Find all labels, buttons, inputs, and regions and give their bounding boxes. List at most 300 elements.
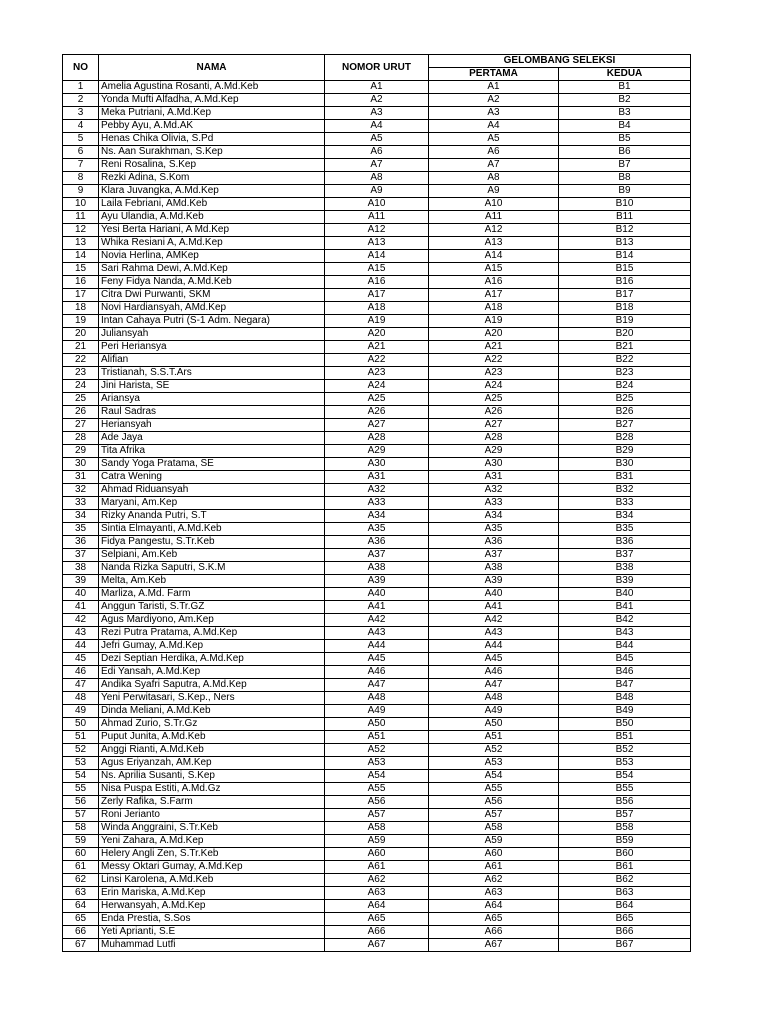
- cell-kedua: B24: [559, 380, 691, 393]
- cell-pertama: A34: [429, 510, 559, 523]
- cell-no: 41: [63, 601, 99, 614]
- cell-nama: Erin Mariska, A.Md.Kep: [99, 887, 325, 900]
- cell-pertama: A9: [429, 185, 559, 198]
- cell-kedua: B26: [559, 406, 691, 419]
- cell-no: 43: [63, 627, 99, 640]
- table-row: [63, 536, 691, 549]
- cell-kedua: B40: [559, 588, 691, 601]
- cell-nomor-urut: A6: [325, 146, 429, 159]
- cell-nomor-urut: A47: [325, 679, 429, 692]
- cell-nama: Peri Heriansya: [99, 341, 325, 354]
- cell-pertama: A50: [429, 718, 559, 731]
- cell-no: 52: [63, 744, 99, 757]
- cell-kedua: B10: [559, 198, 691, 211]
- cell-kedua: B39: [559, 575, 691, 588]
- table-row: [63, 94, 691, 107]
- table-row: [63, 757, 691, 770]
- cell-no: 67: [63, 939, 99, 952]
- cell-pertama: A46: [429, 666, 559, 679]
- table-row: [63, 120, 691, 133]
- cell-no: 59: [63, 835, 99, 848]
- cell-nama: Marliza, A.Md. Farm: [99, 588, 325, 601]
- cell-pertama: A42: [429, 614, 559, 627]
- cell-nama: Selpiani, Am.Keb: [99, 549, 325, 562]
- cell-pertama: A33: [429, 497, 559, 510]
- cell-no: 1: [63, 81, 99, 94]
- table-row: [63, 900, 691, 913]
- cell-nomor-urut: A52: [325, 744, 429, 757]
- cell-pertama: A49: [429, 705, 559, 718]
- cell-nama: Enda Prestia, S.Sos: [99, 913, 325, 926]
- cell-kedua: B32: [559, 484, 691, 497]
- cell-pertama: A44: [429, 640, 559, 653]
- table-row: [63, 315, 691, 328]
- table-row: [63, 159, 691, 172]
- table-row: [63, 718, 691, 731]
- cell-kedua: B37: [559, 549, 691, 562]
- table-row: [63, 289, 691, 302]
- cell-kedua: B55: [559, 783, 691, 796]
- cell-no: 15: [63, 263, 99, 276]
- cell-no: 9: [63, 185, 99, 198]
- cell-nomor-urut: A24: [325, 380, 429, 393]
- cell-pertama: A5: [429, 133, 559, 146]
- cell-kedua: B58: [559, 822, 691, 835]
- cell-kedua: B5: [559, 133, 691, 146]
- cell-nama: Rizky Ananda Putri, S.T: [99, 510, 325, 523]
- cell-pertama: A58: [429, 822, 559, 835]
- cell-nomor-urut: A45: [325, 653, 429, 666]
- cell-pertama: A18: [429, 302, 559, 315]
- cell-kedua: B12: [559, 224, 691, 237]
- cell-nama: Roni Jerianto: [99, 809, 325, 822]
- cell-nomor-urut: A51: [325, 731, 429, 744]
- cell-nama: Yeni Perwitasari, S.Kep., Ners: [99, 692, 325, 705]
- cell-nama: Sari Rahma Dewi, A.Md.Kep: [99, 263, 325, 276]
- cell-kedua: B38: [559, 562, 691, 575]
- cell-pertama: A30: [429, 458, 559, 471]
- cell-nomor-urut: A16: [325, 276, 429, 289]
- cell-kedua: B3: [559, 107, 691, 120]
- cell-nomor-urut: A36: [325, 536, 429, 549]
- cell-nomor-urut: A53: [325, 757, 429, 770]
- cell-nama: Yesi Berta Hariani, A Md.Kep: [99, 224, 325, 237]
- table-row: [63, 471, 691, 484]
- cell-nomor-urut: A41: [325, 601, 429, 614]
- cell-nomor-urut: A43: [325, 627, 429, 640]
- cell-nama: Winda Anggraini, S.Tr.Keb: [99, 822, 325, 835]
- cell-kedua: B67: [559, 939, 691, 952]
- cell-pertama: A32: [429, 484, 559, 497]
- cell-kedua: B2: [559, 94, 691, 107]
- table-row: [63, 549, 691, 562]
- cell-kedua: B66: [559, 926, 691, 939]
- cell-no: 58: [63, 822, 99, 835]
- table-row: [63, 497, 691, 510]
- cell-no: 39: [63, 575, 99, 588]
- cell-kedua: B60: [559, 848, 691, 861]
- cell-no: 10: [63, 198, 99, 211]
- header-kedua: KEDUA: [559, 68, 691, 81]
- table-row: [63, 393, 691, 406]
- cell-nomor-urut: A37: [325, 549, 429, 562]
- cell-kedua: B13: [559, 237, 691, 250]
- cell-nama: Sandy Yoga Pratama, SE: [99, 458, 325, 471]
- cell-nomor-urut: A35: [325, 523, 429, 536]
- cell-pertama: A23: [429, 367, 559, 380]
- table-row: [63, 341, 691, 354]
- cell-nama: Heriansyah: [99, 419, 325, 432]
- cell-no: 25: [63, 393, 99, 406]
- cell-kedua: B64: [559, 900, 691, 913]
- cell-nama: Ade Jaya: [99, 432, 325, 445]
- cell-nomor-urut: A46: [325, 666, 429, 679]
- table-row: [63, 627, 691, 640]
- cell-no: 38: [63, 562, 99, 575]
- cell-nama: Sintia Elmayanti, A.Md.Keb: [99, 523, 325, 536]
- table-row: [63, 692, 691, 705]
- cell-nama: Anggi Rianti, A.Md.Keb: [99, 744, 325, 757]
- cell-kedua: B31: [559, 471, 691, 484]
- cell-nomor-urut: A1: [325, 81, 429, 94]
- cell-nomor-urut: A58: [325, 822, 429, 835]
- cell-pertama: A63: [429, 887, 559, 900]
- cell-pertama: A26: [429, 406, 559, 419]
- cell-pertama: A55: [429, 783, 559, 796]
- cell-nama: Novi Hardiansyah, AMd.Kep: [99, 302, 325, 315]
- cell-nama: Herwansyah, A.Md.Kep: [99, 900, 325, 913]
- cell-nama: Ahmad Zurio, S.Tr.Gz: [99, 718, 325, 731]
- cell-kedua: B27: [559, 419, 691, 432]
- cell-no: 19: [63, 315, 99, 328]
- cell-no: 31: [63, 471, 99, 484]
- cell-kedua: B41: [559, 601, 691, 614]
- table-row: [63, 601, 691, 614]
- selection-schedule-sheet: [62, 54, 690, 952]
- cell-nama: Rezki Adina, S.Kom: [99, 172, 325, 185]
- cell-no: 17: [63, 289, 99, 302]
- cell-kedua: B35: [559, 523, 691, 536]
- cell-nama: Feny Fidya Nanda, A.Md.Keb: [99, 276, 325, 289]
- cell-no: 60: [63, 848, 99, 861]
- table-row: [63, 445, 691, 458]
- table-row: [63, 458, 691, 471]
- cell-nama: Dinda Meliani, A.Md.Keb: [99, 705, 325, 718]
- table-row: [63, 731, 691, 744]
- cell-pertama: A48: [429, 692, 559, 705]
- table-row: [63, 367, 691, 380]
- table-row: [63, 211, 691, 224]
- cell-nama: Tristianah, S.S.T.Ars: [99, 367, 325, 380]
- cell-kedua: B8: [559, 172, 691, 185]
- table-row: [63, 874, 691, 887]
- table-body: [63, 81, 691, 952]
- table-row: [63, 328, 691, 341]
- cell-no: 45: [63, 653, 99, 666]
- table-row: [63, 562, 691, 575]
- cell-no: 65: [63, 913, 99, 926]
- table-row: [63, 848, 691, 861]
- table-row: [63, 185, 691, 198]
- cell-pertama: A7: [429, 159, 559, 172]
- cell-nama: Nisa Puspa Estiti, A.Md.Gz: [99, 783, 325, 796]
- cell-pertama: A17: [429, 289, 559, 302]
- cell-pertama: A14: [429, 250, 559, 263]
- cell-no: 16: [63, 276, 99, 289]
- cell-pertama: A62: [429, 874, 559, 887]
- table-row: [63, 107, 691, 120]
- cell-no: 23: [63, 367, 99, 380]
- table-row: [63, 523, 691, 536]
- cell-nomor-urut: A27: [325, 419, 429, 432]
- cell-no: 26: [63, 406, 99, 419]
- cell-kedua: B7: [559, 159, 691, 172]
- cell-nama: Linsi Karolena, A.Md.Keb: [99, 874, 325, 887]
- cell-no: 2: [63, 94, 99, 107]
- header-pertama: PERTAMA: [429, 68, 559, 81]
- cell-nama: Novia Herlina, AMKep: [99, 250, 325, 263]
- cell-nama: Juliansyah: [99, 328, 325, 341]
- cell-pertama: A47: [429, 679, 559, 692]
- table-row: [63, 653, 691, 666]
- cell-no: 24: [63, 380, 99, 393]
- cell-nama: Puput Junita, A.Md.Keb: [99, 731, 325, 744]
- cell-nama: Ariansya: [99, 393, 325, 406]
- cell-no: 50: [63, 718, 99, 731]
- cell-kedua: B49: [559, 705, 691, 718]
- cell-no: 48: [63, 692, 99, 705]
- cell-kedua: B48: [559, 692, 691, 705]
- cell-nama: Reni Rosalina, S.Kep: [99, 159, 325, 172]
- cell-no: 49: [63, 705, 99, 718]
- cell-pertama: A10: [429, 198, 559, 211]
- cell-nomor-urut: A26: [325, 406, 429, 419]
- cell-kedua: B20: [559, 328, 691, 341]
- cell-kedua: B29: [559, 445, 691, 458]
- cell-kedua: B53: [559, 757, 691, 770]
- cell-nomor-urut: A14: [325, 250, 429, 263]
- cell-nama: Edi Yansah, A.Md.Kep: [99, 666, 325, 679]
- cell-kedua: B15: [559, 263, 691, 276]
- cell-no: 47: [63, 679, 99, 692]
- cell-nomor-urut: A42: [325, 614, 429, 627]
- cell-nomor-urut: A10: [325, 198, 429, 211]
- cell-no: 3: [63, 107, 99, 120]
- cell-pertama: A66: [429, 926, 559, 939]
- table-row: [63, 146, 691, 159]
- cell-nomor-urut: A60: [325, 848, 429, 861]
- cell-nomor-urut: A31: [325, 471, 429, 484]
- cell-kedua: B14: [559, 250, 691, 263]
- cell-nomor-urut: A21: [325, 341, 429, 354]
- cell-pertama: A22: [429, 354, 559, 367]
- cell-no: 22: [63, 354, 99, 367]
- cell-pertama: A1: [429, 81, 559, 94]
- cell-nomor-urut: A62: [325, 874, 429, 887]
- cell-nama: Henas Chika Olivia, S.Pd: [99, 133, 325, 146]
- cell-nomor-urut: A18: [325, 302, 429, 315]
- cell-nama: Andika Syafri Saputra, A.Md.Kep: [99, 679, 325, 692]
- cell-nama: Dezi Septian Herdika, A.Md.Kep: [99, 653, 325, 666]
- cell-nama: Yeni Zahara, A.Md.Kep: [99, 835, 325, 848]
- cell-nomor-urut: A44: [325, 640, 429, 653]
- table-row: [63, 354, 691, 367]
- cell-nomor-urut: A9: [325, 185, 429, 198]
- cell-kedua: B4: [559, 120, 691, 133]
- cell-nama: Jini Harista, SE: [99, 380, 325, 393]
- table-row: [63, 172, 691, 185]
- cell-nomor-urut: A15: [325, 263, 429, 276]
- cell-kedua: B57: [559, 809, 691, 822]
- cell-pertama: A8: [429, 172, 559, 185]
- cell-no: 53: [63, 757, 99, 770]
- cell-no: 21: [63, 341, 99, 354]
- cell-pertama: A21: [429, 341, 559, 354]
- table-row: [63, 484, 691, 497]
- cell-pertama: A43: [429, 627, 559, 640]
- cell-pertama: A13: [429, 237, 559, 250]
- cell-pertama: A65: [429, 913, 559, 926]
- cell-nomor-urut: A48: [325, 692, 429, 705]
- table-row: [63, 276, 691, 289]
- cell-no: 46: [63, 666, 99, 679]
- cell-no: 34: [63, 510, 99, 523]
- cell-pertama: A3: [429, 107, 559, 120]
- cell-pertama: A40: [429, 588, 559, 601]
- table-row: [63, 679, 691, 692]
- cell-nomor-urut: A30: [325, 458, 429, 471]
- cell-kedua: B36: [559, 536, 691, 549]
- cell-nomor-urut: A5: [325, 133, 429, 146]
- table-row: [63, 705, 691, 718]
- table-header: [63, 55, 691, 81]
- cell-kedua: B56: [559, 796, 691, 809]
- cell-nama: Catra Wening: [99, 471, 325, 484]
- cell-nama: Zerly Rafika, S.Farm: [99, 796, 325, 809]
- table-row: [63, 939, 691, 952]
- cell-pertama: A16: [429, 276, 559, 289]
- cell-nomor-urut: A38: [325, 562, 429, 575]
- cell-nomor-urut: A33: [325, 497, 429, 510]
- cell-nama: Ns. Aan Surakhman, S.Kep: [99, 146, 325, 159]
- cell-nama: Citra Dwi Purwanti, SKM: [99, 289, 325, 302]
- cell-nomor-urut: A29: [325, 445, 429, 458]
- cell-kedua: B42: [559, 614, 691, 627]
- cell-no: 54: [63, 770, 99, 783]
- cell-pertama: A6: [429, 146, 559, 159]
- cell-kedua: B46: [559, 666, 691, 679]
- header-gelombang-seleksi: GELOMBANG SELEKSI: [429, 55, 691, 68]
- cell-pertama: A19: [429, 315, 559, 328]
- cell-nomor-urut: A19: [325, 315, 429, 328]
- cell-kedua: B65: [559, 913, 691, 926]
- cell-nama: Maryani, Am.Kep: [99, 497, 325, 510]
- cell-kedua: B44: [559, 640, 691, 653]
- cell-no: 13: [63, 237, 99, 250]
- cell-nomor-urut: A28: [325, 432, 429, 445]
- cell-nama: Agus Mardiyono, Am.Kep: [99, 614, 325, 627]
- cell-kedua: B45: [559, 653, 691, 666]
- cell-kedua: B11: [559, 211, 691, 224]
- table-row: [63, 796, 691, 809]
- table-row: [63, 926, 691, 939]
- cell-pertama: A4: [429, 120, 559, 133]
- table-row: [63, 419, 691, 432]
- cell-no: 44: [63, 640, 99, 653]
- cell-nomor-urut: A25: [325, 393, 429, 406]
- cell-nama: Laila Febriani, AMd.Keb: [99, 198, 325, 211]
- table-row: [63, 887, 691, 900]
- cell-kedua: B51: [559, 731, 691, 744]
- cell-nomor-urut: A32: [325, 484, 429, 497]
- cell-pertama: A12: [429, 224, 559, 237]
- cell-no: 51: [63, 731, 99, 744]
- cell-pertama: A36: [429, 536, 559, 549]
- cell-pertama: A27: [429, 419, 559, 432]
- cell-nama: Muhammad Lutfi: [99, 939, 325, 952]
- table-row: [63, 432, 691, 445]
- table-row: [63, 380, 691, 393]
- cell-nomor-urut: A8: [325, 172, 429, 185]
- cell-nomor-urut: A13: [325, 237, 429, 250]
- cell-nama: Pebby Ayu, A.Md.AK: [99, 120, 325, 133]
- table-row: [63, 198, 691, 211]
- cell-no: 8: [63, 172, 99, 185]
- cell-no: 40: [63, 588, 99, 601]
- table-row: [63, 406, 691, 419]
- table-row: [63, 224, 691, 237]
- cell-pertama: A45: [429, 653, 559, 666]
- cell-kedua: B54: [559, 770, 691, 783]
- cell-nomor-urut: A40: [325, 588, 429, 601]
- cell-no: 11: [63, 211, 99, 224]
- cell-no: 33: [63, 497, 99, 510]
- cell-nomor-urut: A20: [325, 328, 429, 341]
- cell-kedua: B23: [559, 367, 691, 380]
- cell-no: 36: [63, 536, 99, 549]
- cell-nomor-urut: A2: [325, 94, 429, 107]
- table-row: [63, 835, 691, 848]
- cell-nama: Rezi Putra Pratama, A.Md.Kep: [99, 627, 325, 640]
- cell-nomor-urut: A22: [325, 354, 429, 367]
- cell-pertama: A28: [429, 432, 559, 445]
- table-row: [63, 783, 691, 796]
- table-row: [63, 133, 691, 146]
- cell-kedua: B6: [559, 146, 691, 159]
- table-row: [63, 510, 691, 523]
- cell-kedua: B1: [559, 81, 691, 94]
- cell-nama: Jefri Gumay, A.Md.Kep: [99, 640, 325, 653]
- cell-pertama: A29: [429, 445, 559, 458]
- cell-nomor-urut: A49: [325, 705, 429, 718]
- table-row: [63, 237, 691, 250]
- cell-nama: Tita Afrika: [99, 445, 325, 458]
- cell-pertama: A52: [429, 744, 559, 757]
- cell-nama: Melta, Am.Keb: [99, 575, 325, 588]
- cell-pertama: A38: [429, 562, 559, 575]
- cell-pertama: A39: [429, 575, 559, 588]
- cell-pertama: A59: [429, 835, 559, 848]
- cell-nomor-urut: A65: [325, 913, 429, 926]
- cell-no: 64: [63, 900, 99, 913]
- table-row: [63, 263, 691, 276]
- cell-nomor-urut: A67: [325, 939, 429, 952]
- cell-nama: Anggun Taristi, S.Tr.GZ: [99, 601, 325, 614]
- cell-pertama: A20: [429, 328, 559, 341]
- cell-pertama: A61: [429, 861, 559, 874]
- cell-no: 32: [63, 484, 99, 497]
- cell-no: 28: [63, 432, 99, 445]
